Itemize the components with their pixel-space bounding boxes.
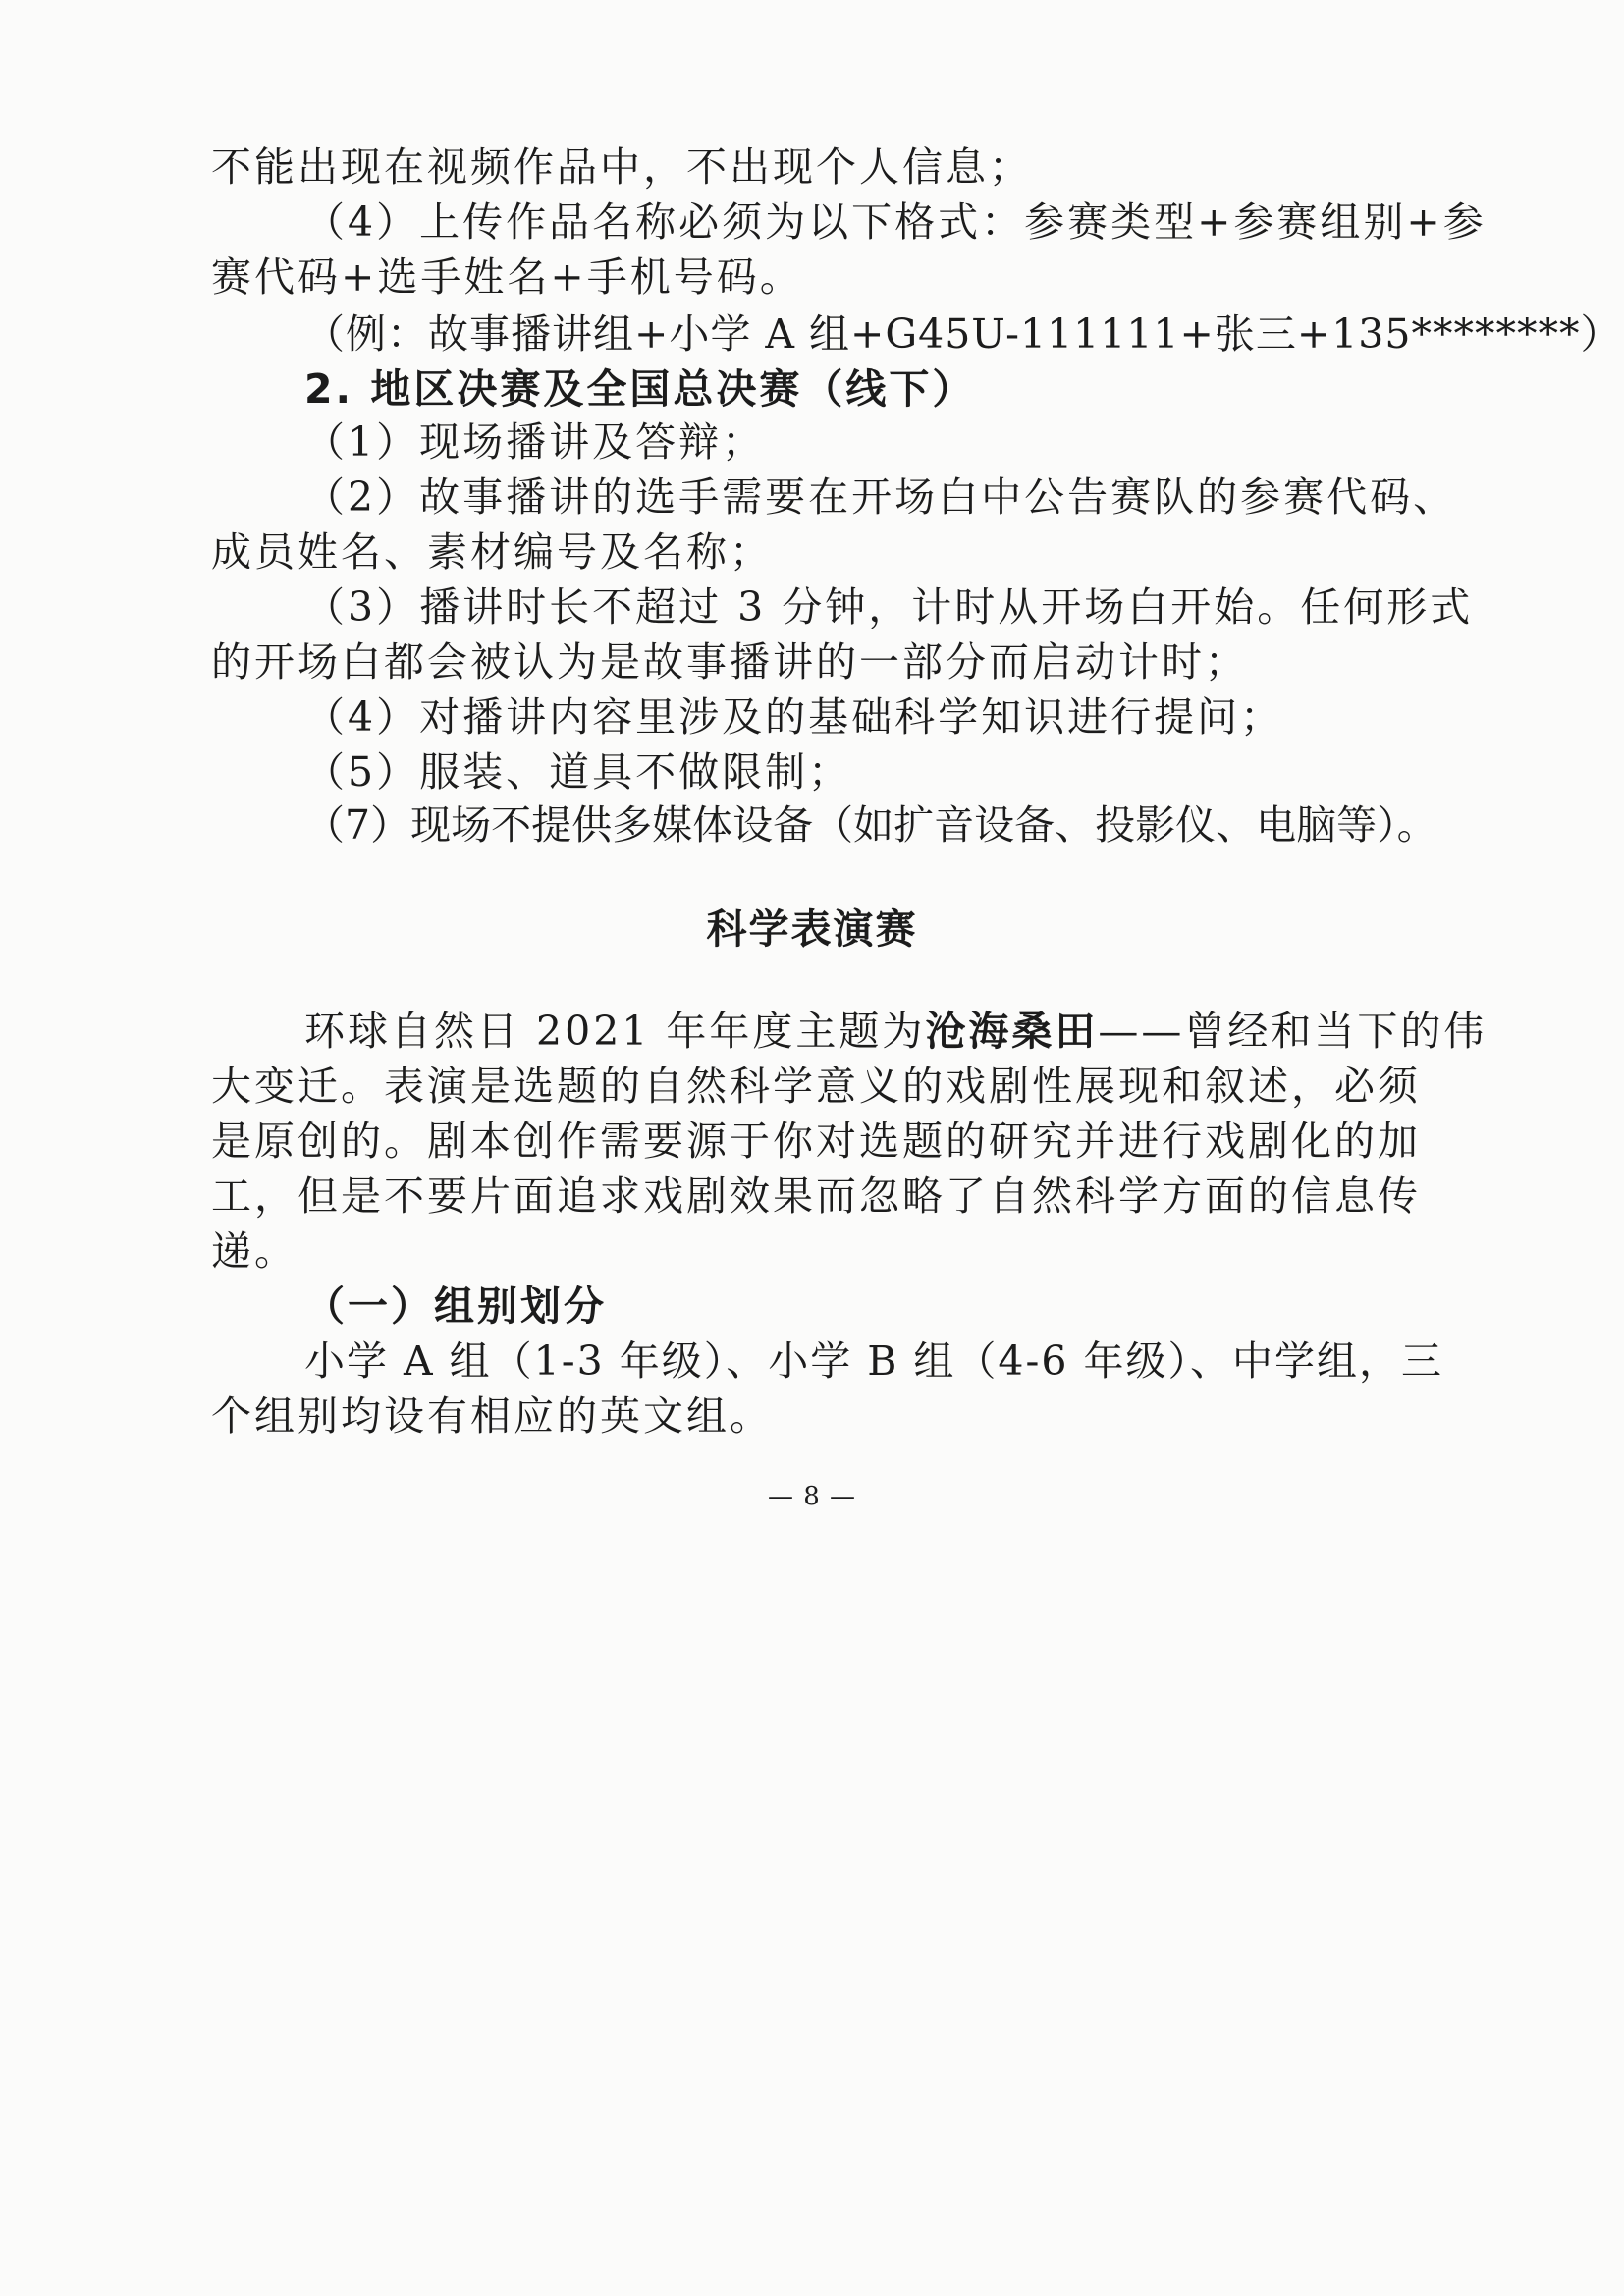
intro-line: 递。 bbox=[211, 1228, 298, 1275]
intro-text: ——曾经和当下的伟 bbox=[1098, 1008, 1488, 1055]
paragraph-line: （2）故事播讲的选手需要在开场白中公告赛队的参赛代码、 bbox=[304, 473, 1457, 520]
paragraph-line: （5）服装、道具不做限制； bbox=[304, 748, 852, 795]
paragraph-line: 的开场白都会被认为是故事播讲的一部分而启动计时； bbox=[211, 638, 1248, 685]
paragraph-line: （7）现场不提供多媒体设备（如扩音设备、投影仪、电脑等）。 bbox=[304, 801, 1437, 848]
groups-line: 个组别均设有相应的英文组。 bbox=[211, 1393, 773, 1440]
theme-highlight: 沧海桑田 bbox=[925, 1008, 1099, 1055]
paragraph-line: （4）上传作品名称必须为以下格式：参赛类型+参赛组别+参 bbox=[304, 198, 1487, 246]
page-number: — 8 — bbox=[767, 1482, 857, 1511]
paragraph-line: （3）播讲时长不超过 3 分钟，计时从开场白开始。任何形式 bbox=[304, 583, 1474, 630]
paragraph-line: 成员姓名、素材编号及名称； bbox=[211, 528, 773, 575]
paragraph-line: （4）对播讲内容里涉及的基础科学知识进行提问； bbox=[304, 693, 1284, 740]
paragraph-line: 赛代码+选手姓名+手机号码。 bbox=[211, 253, 803, 301]
example-line: （例：故事播讲组+小学 A 组+G45U-111111+张三+135********） bbox=[304, 310, 1622, 357]
paragraph-line: 不能出现在视频作品中，不出现个人信息； bbox=[211, 143, 1032, 191]
groups-line: 小学 A 组（1-3 年级）、小学 B 组（4-6 年级）、中学组，三 bbox=[304, 1338, 1443, 1385]
paragraph-line: （1）现场播讲及答辩； bbox=[304, 418, 766, 465]
intro-line: 是原创的。剧本创作需要源于你对选题的研究并进行戏剧化的加 bbox=[211, 1118, 1421, 1165]
intro-text: 环球自然日 2021 年年度主题为 bbox=[304, 1008, 926, 1055]
intro-line: 大变迁。表演是选题的自然科学意义的戏剧性展现和叙述，必须 bbox=[211, 1063, 1421, 1110]
intro-line bbox=[304, 1004, 1542, 1059]
subheading: （一）组别划分 bbox=[304, 1283, 607, 1330]
subsection-heading: 2. 地区决赛及全国总决赛（线下） bbox=[304, 365, 976, 412]
intro-line: 工，但是不要片面追求戏剧效果而忽略了自然科学方面的信息传 bbox=[211, 1173, 1421, 1220]
section-title: 科学表演赛 bbox=[706, 905, 918, 953]
